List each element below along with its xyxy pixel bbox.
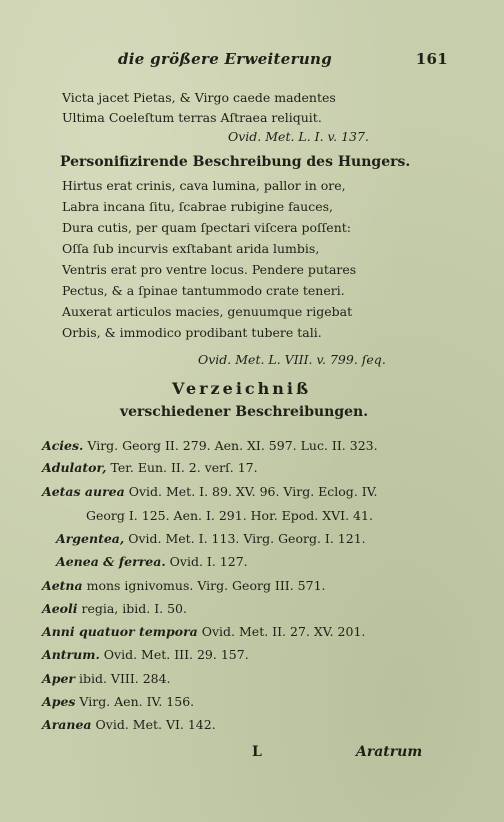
catchword: Aratrum xyxy=(356,744,423,760)
index-reference: Ovid. Met. I. 89. XV. 96. Virg. Eclog. IV. xyxy=(128,484,378,499)
index-reference: Ovid. I. 127. xyxy=(169,554,248,569)
index-reference: ibid. VIII. 284. xyxy=(78,671,171,686)
poem-2-line: Hirtus erat crinis, cava lumina, pallor in ore, xyxy=(62,178,346,193)
index-entry xyxy=(42,626,365,639)
section-heading: Personifizirende Beschreibung des Hungers. xyxy=(60,154,411,170)
poem-2-line: Oſſa ſub incurvis exſtabant arida lumbis, xyxy=(62,241,320,256)
poem-2-citation: Ovid. Met. L. VIII. v. 799. ſeq. xyxy=(198,352,386,367)
index-entry xyxy=(42,603,187,616)
poem-1-citation: Ovid. Met. L. I. v. 137. xyxy=(228,129,369,144)
index-reference: Georg I. 125. Aen. I. 291. Hor. Epod. XVI. 41. xyxy=(86,508,373,523)
poem-2-line: Labra incana ſitu, ſcabrae rubigine fauces, xyxy=(62,199,334,214)
index-reference: Virg. Aen. IV. 156. xyxy=(79,694,195,709)
poem-1-line: Victa jacet Pietas, & Virgo caede madentes xyxy=(62,90,336,105)
index-entry-continuation xyxy=(86,510,373,523)
poem-2-line: Orbis, & immodico prodibant tubere tali. xyxy=(62,325,322,340)
index-entry xyxy=(42,719,216,732)
index-entry xyxy=(42,440,378,453)
index-reference: Ovid. Met. III. 29. 157. xyxy=(103,647,249,662)
index-entry xyxy=(56,556,248,569)
index-keyword: Aetas aurea xyxy=(42,484,125,499)
index-keyword: Adulator, xyxy=(42,460,107,475)
index-entry xyxy=(42,486,378,499)
index-reference: Virg. Georg II. 279. Aen. XI. 597. Luc. II. 323. xyxy=(87,438,378,453)
index-reference: Ovid. Met. I. 113. Virg. Georg. I. 121. xyxy=(128,531,366,546)
poem-2-line: Pectus, & a ſpinae tantummodo crate teneri. xyxy=(62,283,345,298)
index-keyword: Aetna xyxy=(42,578,83,593)
index-keyword: Apes xyxy=(42,694,76,709)
index-reference: Ovid. Met. II. 27. XV. 201. xyxy=(201,624,366,639)
index-keyword: Argentea, xyxy=(56,531,125,546)
index-keyword: Aenea & ferrea. xyxy=(56,554,166,569)
index-entry xyxy=(42,462,258,475)
index-entry xyxy=(42,673,171,686)
index-keyword: Antrum. xyxy=(42,647,100,662)
poem-2-line: Ventris erat pro ventre locus. Pendere putares xyxy=(62,262,357,277)
index-reference: Ter. Eun. II. 2. verſ. 17. xyxy=(110,460,258,475)
index-entry xyxy=(56,533,366,546)
signature-mark: L xyxy=(252,744,262,760)
index-entry xyxy=(42,580,326,593)
index-reference: mons ignivomus. Virg. Georg III. 571. xyxy=(86,578,326,593)
index-title: Verzeichniß xyxy=(172,379,312,398)
poem-1-line: Ultima Coeleſtum terras Aſtraea reliquit. xyxy=(62,110,322,125)
index-keyword: Aranea xyxy=(42,717,92,732)
index-entry xyxy=(42,696,194,709)
poem-2-line: Auxerat articulos macies, genuumque rigebat xyxy=(62,304,353,319)
index-keyword: Anni quatuor tempora xyxy=(42,624,198,639)
index-reference: regia, ibid. I. 50. xyxy=(81,601,187,616)
index-reference: Ovid. Met. VI. 142. xyxy=(95,717,216,732)
page-number: 161 xyxy=(415,50,448,68)
index-keyword: Acies. xyxy=(42,438,84,453)
poem-2-line: Dura cutis, per quam ſpectari viſcera poſſent: xyxy=(62,220,351,235)
running-head: die größere Erweiterung xyxy=(118,50,333,68)
index-keyword: Aeoli xyxy=(42,601,78,616)
index-entry xyxy=(42,649,249,662)
index-keyword: Aper xyxy=(42,671,75,686)
index-subtitle: verschiedener Beschreibungen. xyxy=(120,404,369,420)
